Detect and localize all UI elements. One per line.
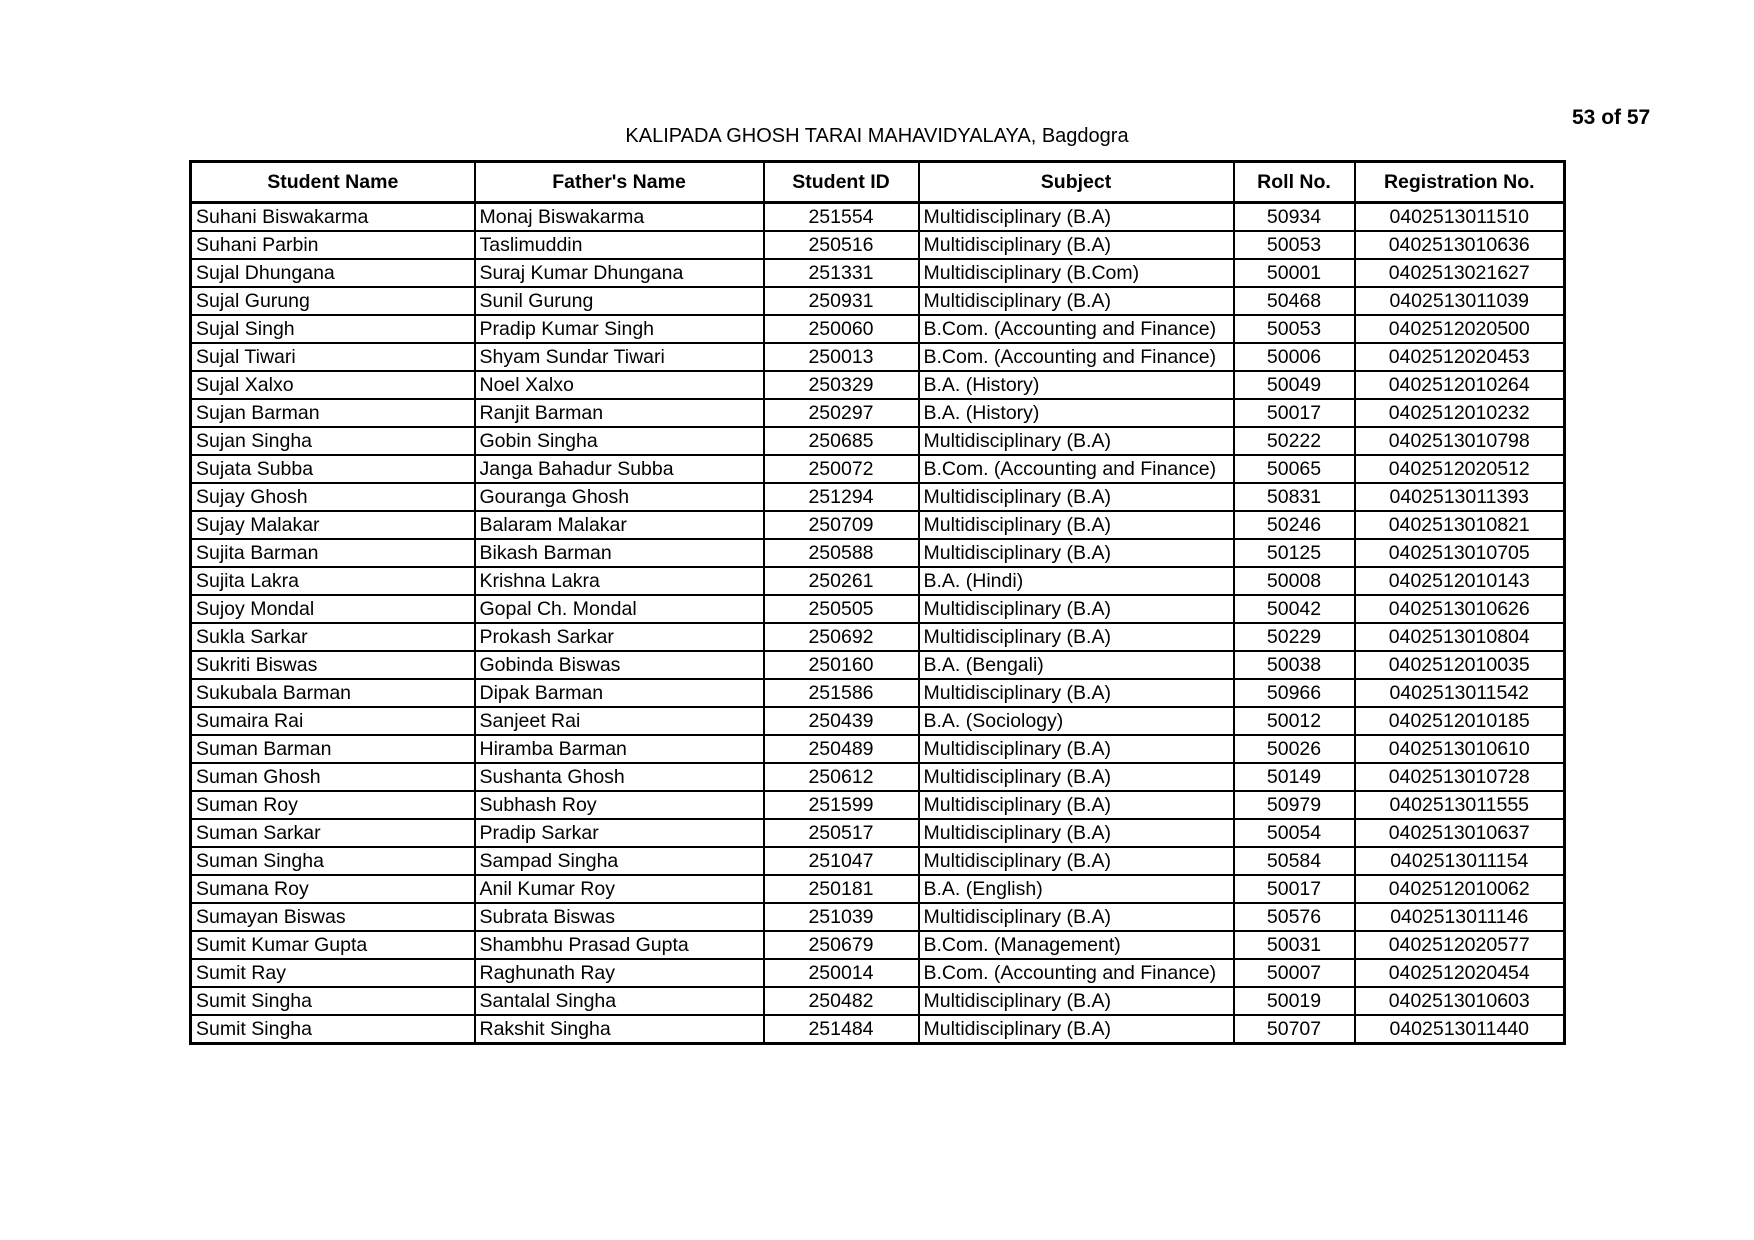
registration-no-cell: 0402512020512 <box>1355 455 1565 483</box>
student-id-cell: 250482 <box>764 987 919 1015</box>
fathers-name-cell: Santalal Singha <box>475 987 764 1015</box>
student-name-cell: Suhani Parbin <box>191 231 475 259</box>
registration-no-cell: 0402513010610 <box>1355 735 1565 763</box>
student-id-cell: 250612 <box>764 763 919 791</box>
student-name-cell: Suman Sarkar <box>191 819 475 847</box>
student-id-cell: 251039 <box>764 903 919 931</box>
roll-no-cell: 50038 <box>1234 651 1355 679</box>
registration-no-cell: 0402513010705 <box>1355 539 1565 567</box>
roll-no-cell: 50125 <box>1234 539 1355 567</box>
table-row <box>191 987 1565 1015</box>
subject-cell: B.A. (English) <box>919 875 1234 903</box>
student-name-cell: Suman Roy <box>191 791 475 819</box>
student-id-cell: 251586 <box>764 679 919 707</box>
registration-no-cell: 0402513010626 <box>1355 595 1565 623</box>
table-row <box>191 679 1565 707</box>
roll-no-cell: 50001 <box>1234 259 1355 287</box>
student-name-cell: Sujoy Mondal <box>191 595 475 623</box>
student-name-cell: Sujata Subba <box>191 455 475 483</box>
student-name-cell: Sukla Sarkar <box>191 623 475 651</box>
subject-cell: Multidisciplinary (B.A) <box>919 203 1234 232</box>
student-id-cell: 250679 <box>764 931 919 959</box>
table-row <box>191 399 1565 427</box>
student-id-cell: 250931 <box>764 287 919 315</box>
table-row <box>191 819 1565 847</box>
roll-no-cell: 50065 <box>1234 455 1355 483</box>
subject-cell: Multidisciplinary (B.A) <box>919 539 1234 567</box>
student-name-cell: Sumaira Rai <box>191 707 475 735</box>
roll-no-cell: 50707 <box>1234 1015 1355 1044</box>
table-row <box>191 791 1565 819</box>
fathers-name-cell: Dipak Barman <box>475 679 764 707</box>
registration-no-cell: 0402512020500 <box>1355 315 1565 343</box>
roll-no-cell: 50049 <box>1234 371 1355 399</box>
student-id-cell: 250181 <box>764 875 919 903</box>
registration-no-cell: 0402513011039 <box>1355 287 1565 315</box>
table-row <box>191 427 1565 455</box>
fathers-name-cell: Anil Kumar Roy <box>475 875 764 903</box>
subject-cell: B.A. (Sociology) <box>919 707 1234 735</box>
registration-no-cell: 0402513021627 <box>1355 259 1565 287</box>
table-row <box>191 371 1565 399</box>
fathers-name-cell: Gobin Singha <box>475 427 764 455</box>
registration-no-cell: 0402513011154 <box>1355 847 1565 875</box>
roll-no-cell: 50054 <box>1234 819 1355 847</box>
student-name-cell: Sujal Tiwari <box>191 343 475 371</box>
student-name-cell: Sukubala Barman <box>191 679 475 707</box>
subject-cell: Multidisciplinary (B.A) <box>919 287 1234 315</box>
fathers-name-cell: Prokash Sarkar <box>475 623 764 651</box>
student-id-cell: 250588 <box>764 539 919 567</box>
college-name: KALIPADA GHOSH TARAI MAHAVIDYALAYA, Bagdogra <box>625 125 1129 147</box>
table-row <box>191 651 1565 679</box>
subject-cell: Multidisciplinary (B.A) <box>919 903 1234 931</box>
student-id-cell: 250516 <box>764 231 919 259</box>
roll-no-cell: 50229 <box>1234 623 1355 651</box>
fathers-name-cell: Rakshit Singha <box>475 1015 764 1044</box>
student-name-cell: Sukriti Biswas <box>191 651 475 679</box>
fathers-name-cell: Shyam Sundar Tiwari <box>475 343 764 371</box>
roll-no-cell: 50966 <box>1234 679 1355 707</box>
student-id-cell: 251484 <box>764 1015 919 1044</box>
roll-no-cell: 50979 <box>1234 791 1355 819</box>
column-header-student-id: Student ID <box>764 162 919 203</box>
student-name-cell: Suman Ghosh <box>191 763 475 791</box>
table-row <box>191 847 1565 875</box>
student-id-cell: 250261 <box>764 567 919 595</box>
roll-no-cell: 50831 <box>1234 483 1355 511</box>
subject-cell: Multidisciplinary (B.A) <box>919 987 1234 1015</box>
fathers-name-cell: Raghunath Ray <box>475 959 764 987</box>
registration-no-cell: 0402513011146 <box>1355 903 1565 931</box>
roll-no-cell: 50934 <box>1234 203 1355 232</box>
table-row <box>191 511 1565 539</box>
registration-no-cell: 0402512010062 <box>1355 875 1565 903</box>
roll-no-cell: 50017 <box>1234 875 1355 903</box>
student-name-cell: Sujan Singha <box>191 427 475 455</box>
fathers-name-cell: Bikash Barman <box>475 539 764 567</box>
student-name-cell: Sujal Gurung <box>191 287 475 315</box>
student-name-cell: Sujal Xalxo <box>191 371 475 399</box>
subject-cell: B.A. (Hindi) <box>919 567 1234 595</box>
roll-no-cell: 50006 <box>1234 343 1355 371</box>
roll-no-cell: 50576 <box>1234 903 1355 931</box>
student-id-cell: 250692 <box>764 623 919 651</box>
fathers-name-cell: Balaram Malakar <box>475 511 764 539</box>
subject-cell: Multidisciplinary (B.A) <box>919 483 1234 511</box>
fathers-name-cell: Sushanta Ghosh <box>475 763 764 791</box>
fathers-name-cell: Noel Xalxo <box>475 371 764 399</box>
student-id-cell: 250489 <box>764 735 919 763</box>
table-row <box>191 1015 1565 1044</box>
student-name-cell: Sujay Malakar <box>191 511 475 539</box>
student-id-cell: 250439 <box>764 707 919 735</box>
student-id-cell: 250505 <box>764 595 919 623</box>
table-body <box>191 203 1565 1044</box>
subject-cell: Multidisciplinary (B.A) <box>919 679 1234 707</box>
student-id-cell: 250709 <box>764 511 919 539</box>
table-row <box>191 595 1565 623</box>
table-row <box>191 623 1565 651</box>
registration-no-cell: 0402513010821 <box>1355 511 1565 539</box>
fathers-name-cell: Shambhu Prasad Gupta <box>475 931 764 959</box>
roll-no-cell: 50053 <box>1234 315 1355 343</box>
table-row <box>191 231 1565 259</box>
subject-cell: Multidisciplinary (B.A) <box>919 623 1234 651</box>
fathers-name-cell: Hiramba Barman <box>475 735 764 763</box>
student-name-cell: Sujita Barman <box>191 539 475 567</box>
student-id-cell: 250072 <box>764 455 919 483</box>
subject-cell: B.Com. (Accounting and Finance) <box>919 455 1234 483</box>
table-header-row <box>191 162 1565 203</box>
student-id-cell: 250060 <box>764 315 919 343</box>
registration-no-cell: 0402513011440 <box>1355 1015 1565 1044</box>
roll-no-cell: 50026 <box>1234 735 1355 763</box>
table-row <box>191 763 1565 791</box>
subject-cell: B.A. (History) <box>919 399 1234 427</box>
subject-cell: Multidisciplinary (B.A) <box>919 735 1234 763</box>
table-row <box>191 315 1565 343</box>
column-header-registration-no: Registration No. <box>1355 162 1565 203</box>
student-name-cell: Sumit Singha <box>191 1015 475 1044</box>
student-roster-table <box>189 160 1566 1045</box>
student-name-cell: Suman Singha <box>191 847 475 875</box>
student-id-cell: 250329 <box>764 371 919 399</box>
fathers-name-cell: Pradip Sarkar <box>475 819 764 847</box>
subject-cell: B.Com. (Accounting and Finance) <box>919 315 1234 343</box>
table-row <box>191 203 1565 232</box>
student-id-cell: 251294 <box>764 483 919 511</box>
student-id-cell: 251047 <box>764 847 919 875</box>
student-name-cell: Sumana Roy <box>191 875 475 903</box>
registration-no-cell: 0402512020577 <box>1355 931 1565 959</box>
student-name-cell: Sujal Singh <box>191 315 475 343</box>
student-id-cell: 250160 <box>764 651 919 679</box>
fathers-name-cell: Sampad Singha <box>475 847 764 875</box>
table-row <box>191 259 1565 287</box>
document-title <box>0 125 1754 148</box>
roll-no-cell: 50222 <box>1234 427 1355 455</box>
student-name-cell: Sumit Kumar Gupta <box>191 931 475 959</box>
subject-cell: Multidisciplinary (B.A) <box>919 511 1234 539</box>
table-row <box>191 903 1565 931</box>
subject-cell: B.A. (Bengali) <box>919 651 1234 679</box>
roll-no-cell: 50019 <box>1234 987 1355 1015</box>
roll-no-cell: 50042 <box>1234 595 1355 623</box>
subject-cell: Multidisciplinary (B.A) <box>919 763 1234 791</box>
fathers-name-cell: Gopal Ch. Mondal <box>475 595 764 623</box>
table-row <box>191 567 1565 595</box>
registration-no-cell: 0402513011393 <box>1355 483 1565 511</box>
table-row <box>191 959 1565 987</box>
student-id-cell: 250297 <box>764 399 919 427</box>
student-id-cell: 250014 <box>764 959 919 987</box>
subject-cell: B.Com. (Management) <box>919 931 1234 959</box>
table-row <box>191 343 1565 371</box>
registration-no-cell: 0402513011542 <box>1355 679 1565 707</box>
student-id-cell: 251554 <box>764 203 919 232</box>
subject-cell: Multidisciplinary (B.A) <box>919 791 1234 819</box>
roll-no-cell: 50053 <box>1234 231 1355 259</box>
fathers-name-cell: Sanjeet Rai <box>475 707 764 735</box>
column-header-roll-no: Roll No. <box>1234 162 1355 203</box>
student-id-cell: 250013 <box>764 343 919 371</box>
registration-no-cell: 0402513011555 <box>1355 791 1565 819</box>
fathers-name-cell: Pradip Kumar Singh <box>475 315 764 343</box>
table-row <box>191 455 1565 483</box>
fathers-name-cell: Monaj Biswakarma <box>475 203 764 232</box>
column-header-student-name: Student Name <box>191 162 475 203</box>
student-name-cell: Suman Barman <box>191 735 475 763</box>
fathers-name-cell: Taslimuddin <box>475 231 764 259</box>
registration-no-cell: 0402512010232 <box>1355 399 1565 427</box>
student-name-cell: Sujita Lakra <box>191 567 475 595</box>
student-name-cell: Sujal Dhungana <box>191 259 475 287</box>
student-id-cell: 250517 <box>764 819 919 847</box>
registration-no-cell: 0402513010636 <box>1355 231 1565 259</box>
registration-no-cell: 0402513010804 <box>1355 623 1565 651</box>
fathers-name-cell: Janga Bahadur Subba <box>475 455 764 483</box>
subject-cell: Multidisciplinary (B.Com) <box>919 259 1234 287</box>
subject-cell: Multidisciplinary (B.A) <box>919 427 1234 455</box>
table-row <box>191 735 1565 763</box>
fathers-name-cell: Suraj Kumar Dhungana <box>475 259 764 287</box>
student-name-cell: Sumit Singha <box>191 987 475 1015</box>
student-name-cell: Sumit Ray <box>191 959 475 987</box>
subject-cell: B.A. (History) <box>919 371 1234 399</box>
fathers-name-cell: Gouranga Ghosh <box>475 483 764 511</box>
roll-no-cell: 50012 <box>1234 707 1355 735</box>
column-header-fathers-name: Father's Name <box>475 162 764 203</box>
student-id-cell: 251599 <box>764 791 919 819</box>
registration-no-cell: 0402512020454 <box>1355 959 1565 987</box>
student-name-cell: Sujan Barman <box>191 399 475 427</box>
table-row <box>191 483 1565 511</box>
roll-no-cell: 50031 <box>1234 931 1355 959</box>
fathers-name-cell: Subhash Roy <box>475 791 764 819</box>
subject-cell: Multidisciplinary (B.A) <box>919 819 1234 847</box>
registration-no-cell: 0402513010603 <box>1355 987 1565 1015</box>
roll-no-cell: 50468 <box>1234 287 1355 315</box>
roll-no-cell: 50008 <box>1234 567 1355 595</box>
roll-no-cell: 50149 <box>1234 763 1355 791</box>
table-row <box>191 707 1565 735</box>
subject-cell: Multidisciplinary (B.A) <box>919 847 1234 875</box>
student-id-cell: 250685 <box>764 427 919 455</box>
subject-cell: B.Com. (Accounting and Finance) <box>919 959 1234 987</box>
student-id-cell: 251331 <box>764 259 919 287</box>
subject-cell: B.Com. (Accounting and Finance) <box>919 343 1234 371</box>
registration-no-cell: 0402512010143 <box>1355 567 1565 595</box>
column-header-subject: Subject <box>919 162 1234 203</box>
registration-no-cell: 0402512020453 <box>1355 343 1565 371</box>
page-number: 53 of 57 <box>1572 106 1651 129</box>
student-name-cell: Suhani Biswakarma <box>191 203 475 232</box>
registration-no-cell: 0402513011510 <box>1355 203 1565 232</box>
table-row <box>191 287 1565 315</box>
fathers-name-cell: Subrata Biswas <box>475 903 764 931</box>
registration-no-cell: 0402512010264 <box>1355 371 1565 399</box>
table-row <box>191 875 1565 903</box>
subject-cell: Multidisciplinary (B.A) <box>919 231 1234 259</box>
student-name-cell: Sujay Ghosh <box>191 483 475 511</box>
roll-no-cell: 50017 <box>1234 399 1355 427</box>
fathers-name-cell: Sunil Gurung <box>475 287 764 315</box>
roll-no-cell: 50246 <box>1234 511 1355 539</box>
subject-cell: Multidisciplinary (B.A) <box>919 595 1234 623</box>
registration-no-cell: 0402513010637 <box>1355 819 1565 847</box>
student-name-cell: Sumayan Biswas <box>191 903 475 931</box>
fathers-name-cell: Ranjit Barman <box>475 399 764 427</box>
fathers-name-cell: Gobinda Biswas <box>475 651 764 679</box>
fathers-name-cell: Krishna Lakra <box>475 567 764 595</box>
table-row <box>191 931 1565 959</box>
registration-no-cell: 0402512010035 <box>1355 651 1565 679</box>
roll-no-cell: 50007 <box>1234 959 1355 987</box>
registration-no-cell: 0402512010185 <box>1355 707 1565 735</box>
subject-cell: Multidisciplinary (B.A) <box>919 1015 1234 1044</box>
table-row <box>191 539 1565 567</box>
registration-no-cell: 0402513010728 <box>1355 763 1565 791</box>
roll-no-cell: 50584 <box>1234 847 1355 875</box>
registration-no-cell: 0402513010798 <box>1355 427 1565 455</box>
